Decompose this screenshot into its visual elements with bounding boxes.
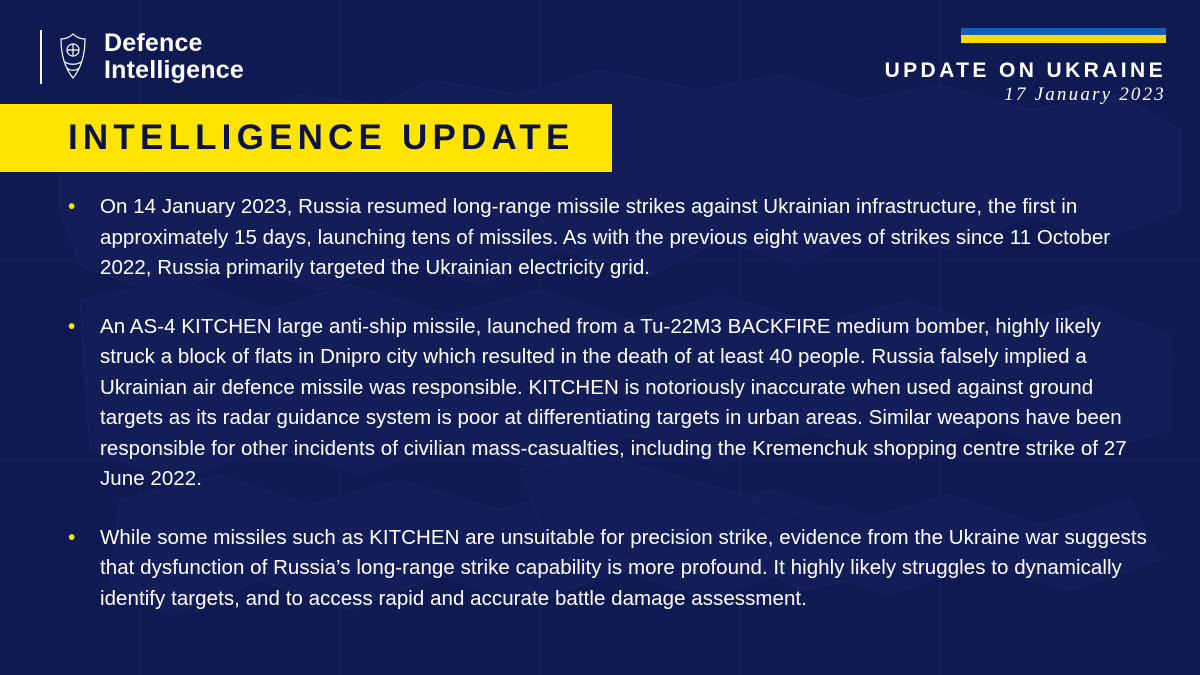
brand-line-1: Defence (104, 29, 203, 57)
flag-blue-stripe (961, 28, 1166, 35)
bullet-list (60, 192, 1148, 642)
bullet-marker: • (68, 525, 76, 549)
brand-text (104, 30, 244, 84)
bullet-text: An AS-4 KITCHEN large anti-ship missile, launched from a Tu-22M3 BACKFIRE medium bomber, highly likely struck a block of flats in Dnipro city which resulted in the death of at least 40 people. Russia falsely implied a Ukrainian air defence missile was responsible. KITCHEN is notoriously inaccurate when used against ground targets as its radar guidance system is poor at differentiating targets in urban areas. Similar weapons have been responsible for other incidents of civilian mass-casualties, including the Kremenchuk shopping centre strike of 27 June 2022. (100, 314, 1127, 490)
brand-line-2: Intelligence (104, 56, 244, 84)
flag-yellow-stripe (961, 35, 1166, 43)
bullet-item (60, 312, 1148, 495)
brand (40, 30, 244, 84)
bullet-item (60, 523, 1148, 615)
bullet-item (60, 192, 1148, 284)
intelligence-update-banner (0, 104, 612, 172)
banner-label: INTELLIGENCE UPDATE (68, 118, 575, 157)
bullet-text: On 14 January 2023, Russia resumed long-range missile strikes against Ukrainian infrastructure, the first in approximately 15 days, launching tens of missiles. As with the previous eight waves of strikes since 11 October 2022, Russia primarily targeted the Ukrainian electricity grid. (100, 195, 1111, 279)
mod-crest-icon (56, 32, 90, 82)
bullet-text: While some missiles such as KITCHEN are unsuitable for precision strike, evidence from the Ukraine war suggests that dysfunction of Russia’s long-range strike capability is more profound. It highly likely struggles to dynamically identify targets, and to access rapid and accurate battle damage assessment. (100, 525, 1147, 610)
ukraine-flag-bar (961, 28, 1166, 43)
header (0, 0, 1200, 105)
update-title: UPDATE ON UKRAINE (884, 59, 1166, 82)
update-date: 17 January 2023 (1004, 84, 1166, 105)
bullet-marker: • (68, 195, 76, 218)
bullet-marker: • (68, 314, 76, 338)
update-block (885, 28, 1166, 107)
brand-divider (40, 30, 42, 84)
